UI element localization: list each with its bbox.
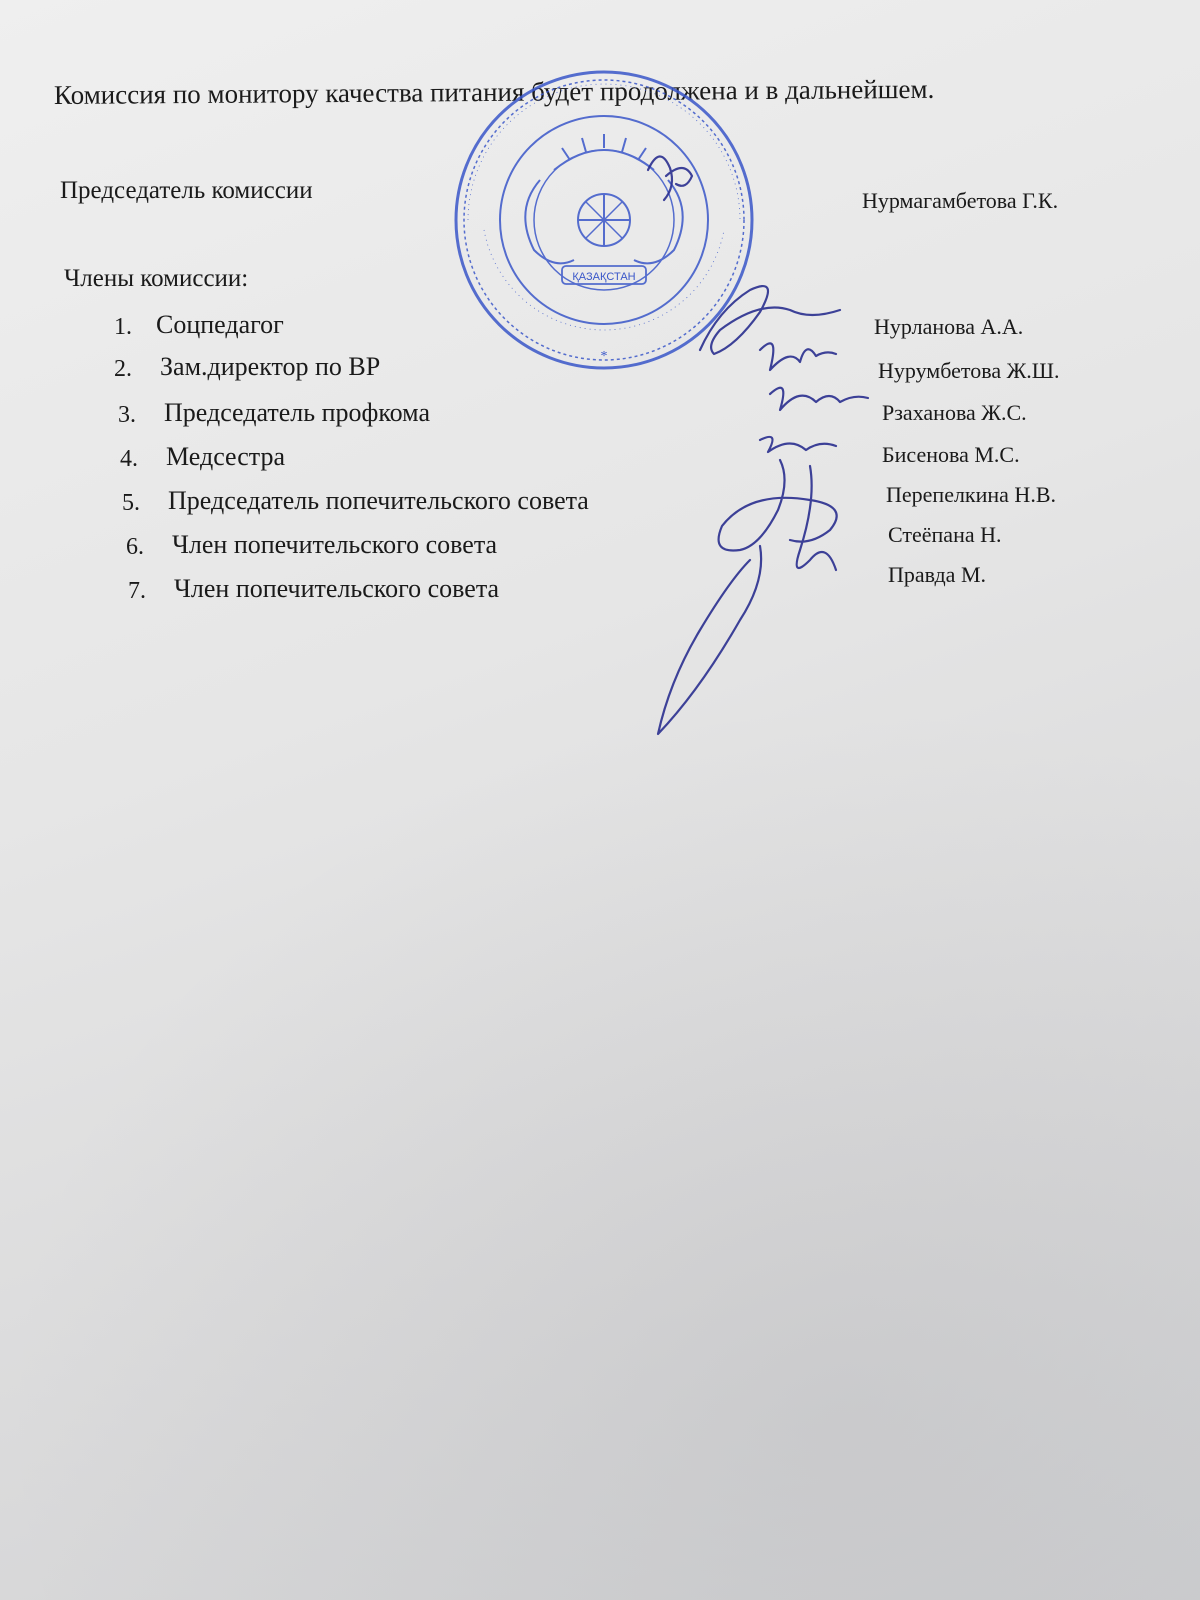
member-role: Председатель профкома (164, 398, 430, 427)
chair-label: Председатель комиссии (60, 177, 313, 204)
member-name: Правда М. (888, 562, 987, 587)
member-role: Член попечительского совета (172, 530, 498, 559)
stamp-center-text: ҚАЗАҚСТАН (572, 271, 636, 283)
member-number: 2. (114, 356, 132, 382)
member-number: 6. (126, 534, 144, 560)
member-role: Член попечительского совета (174, 574, 500, 603)
member-name: Нурланова А.А. (874, 314, 1024, 339)
member-number: 4. (120, 446, 138, 472)
member-name: Рзаханова Ж.С. (882, 400, 1027, 425)
paper-shadow (0, 700, 1200, 1600)
member-name: Бисенова М.С. (882, 442, 1020, 467)
members-heading: Члены комиссии: (64, 265, 249, 292)
member-number: 5. (122, 490, 140, 516)
member-role: Медсестра (166, 442, 286, 471)
member-name: Стеёпана Н. (888, 522, 1002, 547)
member-role: Соцпедагог (156, 310, 284, 339)
member-number: 3. (118, 402, 136, 428)
member-name: Нурумбетова Ж.Ш. (878, 358, 1060, 383)
stamp-star: * (600, 349, 608, 364)
member-name: Перепелкина Н.В. (886, 482, 1056, 507)
member-number: 7. (128, 578, 146, 604)
member-number: 1. (114, 314, 132, 340)
chair-name: Нурмагамбетова Г.К. (862, 188, 1059, 213)
signatures (640, 150, 880, 750)
member-role: Зам.директор по ВР (160, 352, 381, 381)
closing-line: Комиссия по монитору качества питания будет продолжена и в дальнейшем. (53, 73, 935, 110)
member-role: Председатель попечительского совета (168, 486, 589, 515)
